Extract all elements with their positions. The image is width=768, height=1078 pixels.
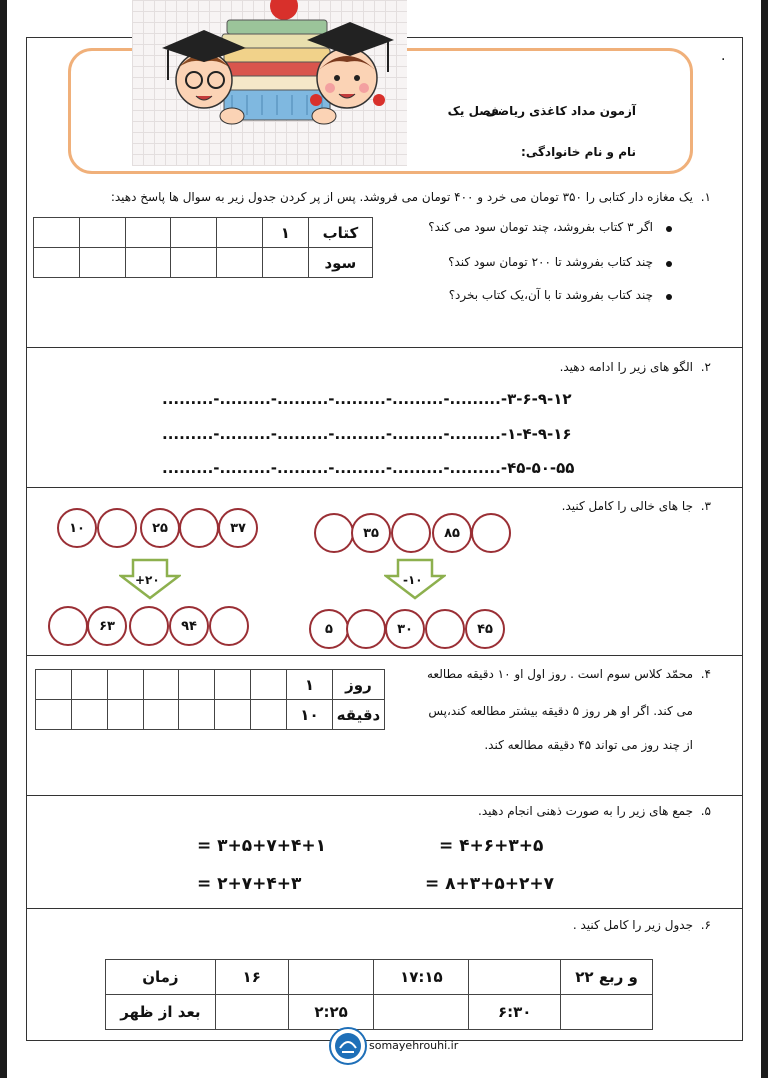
row-label-profit: سود bbox=[308, 248, 372, 278]
circle-blank[interactable] bbox=[97, 508, 137, 548]
table-cell[interactable] bbox=[288, 960, 374, 995]
divider bbox=[27, 487, 742, 488]
row-label-book: کتاب bbox=[308, 218, 372, 248]
circle: ۶۳ bbox=[87, 606, 127, 646]
table-cell: ۱۰ bbox=[287, 700, 333, 730]
table-cell[interactable] bbox=[107, 670, 143, 700]
circle: ۱۰ bbox=[57, 508, 97, 548]
sum-3: ۸+۳+۵+۲+۷ = bbox=[425, 874, 555, 894]
q1-number: ۱. bbox=[700, 190, 711, 204]
circle: ۸۵ bbox=[432, 513, 472, 553]
table-cell[interactable] bbox=[71, 670, 107, 700]
divider bbox=[27, 795, 742, 796]
circle-blank[interactable] bbox=[209, 606, 249, 646]
table-cell: ۶:۳۰ bbox=[469, 995, 561, 1030]
table-cell[interactable] bbox=[36, 700, 72, 730]
circle-blank[interactable] bbox=[425, 609, 465, 649]
table-cell: ۱۶ bbox=[215, 960, 288, 995]
divider bbox=[27, 908, 742, 909]
sum-1: ۴+۶+۳+۵ = bbox=[439, 836, 544, 856]
pattern-3: ۴۵-۵۰-۵۵-.........-.........-.........-.........-.........-......... bbox=[162, 459, 575, 477]
table-cell[interactable] bbox=[561, 995, 653, 1030]
table-cell[interactable] bbox=[262, 248, 308, 278]
pattern-1: ۳-۶-۹-۱۲-.........-.........-.........-.........-.........-......... bbox=[162, 390, 572, 408]
footer-site: somayehrouhi.ir bbox=[369, 1039, 459, 1052]
table-cell[interactable] bbox=[79, 218, 125, 248]
table-cell[interactable] bbox=[179, 700, 215, 730]
q6-number: ۶. bbox=[700, 918, 711, 932]
circle-blank[interactable] bbox=[314, 513, 354, 553]
op-plus-20: +۲۰ bbox=[135, 573, 160, 587]
q6-text: جدول زیر را کامل کنید . bbox=[572, 918, 693, 932]
q4-line-1: محمّد کلاس سوم است . روز اول او ۱۰ دقیقه مطالعه bbox=[426, 667, 693, 681]
exam-title: آزمون مداد کاغذی ریاضی bbox=[485, 104, 636, 118]
table-cell[interactable] bbox=[36, 670, 72, 700]
table-cell: ۲۲ و ربع bbox=[561, 960, 653, 995]
table-cell[interactable] bbox=[469, 960, 561, 995]
divider bbox=[27, 347, 742, 348]
q4-line-2: می کند. اگر او هر روز ۵ دقیقه بیشتر مطالعه کند،پس bbox=[428, 704, 693, 718]
row-label-afternoon: بعد از ظهر bbox=[106, 995, 216, 1030]
bullet bbox=[666, 294, 672, 300]
circle: ۳۷ bbox=[218, 508, 258, 548]
table-cell[interactable] bbox=[34, 218, 80, 248]
row-label-time: زمان bbox=[106, 960, 216, 995]
q1-bullet-2: چند کتاب بفروشد تا ۲۰۰ تومان سود کند؟ bbox=[448, 255, 653, 269]
table-cell[interactable] bbox=[143, 670, 179, 700]
q3-number: ۳. bbox=[700, 499, 711, 513]
table-cell[interactable] bbox=[215, 700, 251, 730]
table-cell[interactable] bbox=[79, 248, 125, 278]
table-cell: ۱۷:۱۵ bbox=[374, 960, 469, 995]
circle-blank[interactable] bbox=[391, 513, 431, 553]
q4-table bbox=[35, 669, 385, 730]
table-cell[interactable] bbox=[125, 248, 171, 278]
q5-text: جمع های زیر را به صورت ذهنی انجام دهید. bbox=[478, 804, 693, 818]
circle: ۳۵ bbox=[351, 513, 391, 553]
table-cell[interactable] bbox=[171, 218, 217, 248]
pattern-2: ۱-۴-۹-۱۶-.........-.........-.........-.........-.........-......... bbox=[162, 425, 572, 443]
table-cell[interactable] bbox=[143, 700, 179, 730]
q2-number: ۲. bbox=[700, 360, 711, 374]
q4-number: ۴. bbox=[700, 667, 711, 681]
table-cell[interactable] bbox=[71, 700, 107, 730]
worksheet-page bbox=[7, 0, 761, 1078]
table-cell: ۱ bbox=[262, 218, 308, 248]
circle: ۵ bbox=[309, 609, 349, 649]
circle: ۴۵ bbox=[465, 609, 505, 649]
circle-blank[interactable] bbox=[129, 606, 169, 646]
author-logo-icon bbox=[328, 1026, 368, 1066]
table-cell[interactable] bbox=[374, 995, 469, 1030]
circle: ۳۰ bbox=[385, 609, 425, 649]
table-cell[interactable] bbox=[251, 700, 287, 730]
q3-text: جا های خالی را کامل کنید. bbox=[561, 499, 693, 513]
bullet bbox=[666, 226, 672, 232]
q2-text: الگو های زیر را ادامه دهید. bbox=[559, 360, 693, 374]
table-cell[interactable] bbox=[179, 670, 215, 700]
table-cell[interactable] bbox=[215, 995, 288, 1030]
table-cell[interactable] bbox=[217, 218, 263, 248]
bullet bbox=[666, 261, 672, 267]
table-cell[interactable] bbox=[107, 700, 143, 730]
table-cell[interactable] bbox=[215, 670, 251, 700]
circle-blank[interactable] bbox=[48, 606, 88, 646]
q1-table bbox=[33, 217, 373, 278]
q4-line-3: از چند روز می تواند ۴۵ دقیقه مطالعه کند. bbox=[484, 738, 693, 752]
chapter-label: فصل یک bbox=[447, 104, 499, 118]
q1-bullet-3: چند کتاب بفروشد تا با آن،یک کتاب بخرد؟ bbox=[448, 288, 653, 302]
table-cell[interactable] bbox=[125, 218, 171, 248]
circle: ۲۵ bbox=[140, 508, 180, 548]
sum-4: ۲+۷+۴+۳ = bbox=[197, 874, 302, 894]
sum-2: ۳+۵+۷+۴+۱ = bbox=[197, 836, 327, 856]
corner-dot: . bbox=[721, 48, 726, 64]
kids-with-books-icon bbox=[132, 0, 407, 166]
q1-text: یک مغازه دار کتابی را ۳۵۰ تومان می خرد و ۴۰۰ تومان می فروشد. پس از پر کردن جدول زیر به سوال ها پاسخ دهید: bbox=[110, 190, 693, 204]
q5-number: ۵. bbox=[700, 804, 711, 818]
row-label-day: روز bbox=[332, 670, 384, 700]
table-cell[interactable] bbox=[171, 248, 217, 278]
table-cell[interactable] bbox=[217, 248, 263, 278]
name-field-label: نام و نام خانوادگی: bbox=[521, 145, 636, 159]
circle-blank[interactable] bbox=[179, 508, 219, 548]
students-illustration bbox=[132, 0, 407, 166]
table-cell[interactable] bbox=[34, 248, 80, 278]
table-cell: ۱ bbox=[287, 670, 333, 700]
q6-table bbox=[105, 959, 653, 1030]
divider bbox=[27, 655, 742, 656]
table-cell[interactable] bbox=[251, 670, 287, 700]
circle-blank[interactable] bbox=[346, 609, 386, 649]
circle-blank[interactable] bbox=[471, 513, 511, 553]
circle: ۹۴ bbox=[169, 606, 209, 646]
table-cell: ۲:۲۵ bbox=[288, 995, 374, 1030]
q1-bullet-1: اگر ۳ کتاب بفروشد، چند تومان سود می کند؟ bbox=[428, 220, 653, 234]
row-label-minute: دقیقه bbox=[332, 700, 384, 730]
op-minus-10: -۱۰ bbox=[403, 573, 423, 587]
